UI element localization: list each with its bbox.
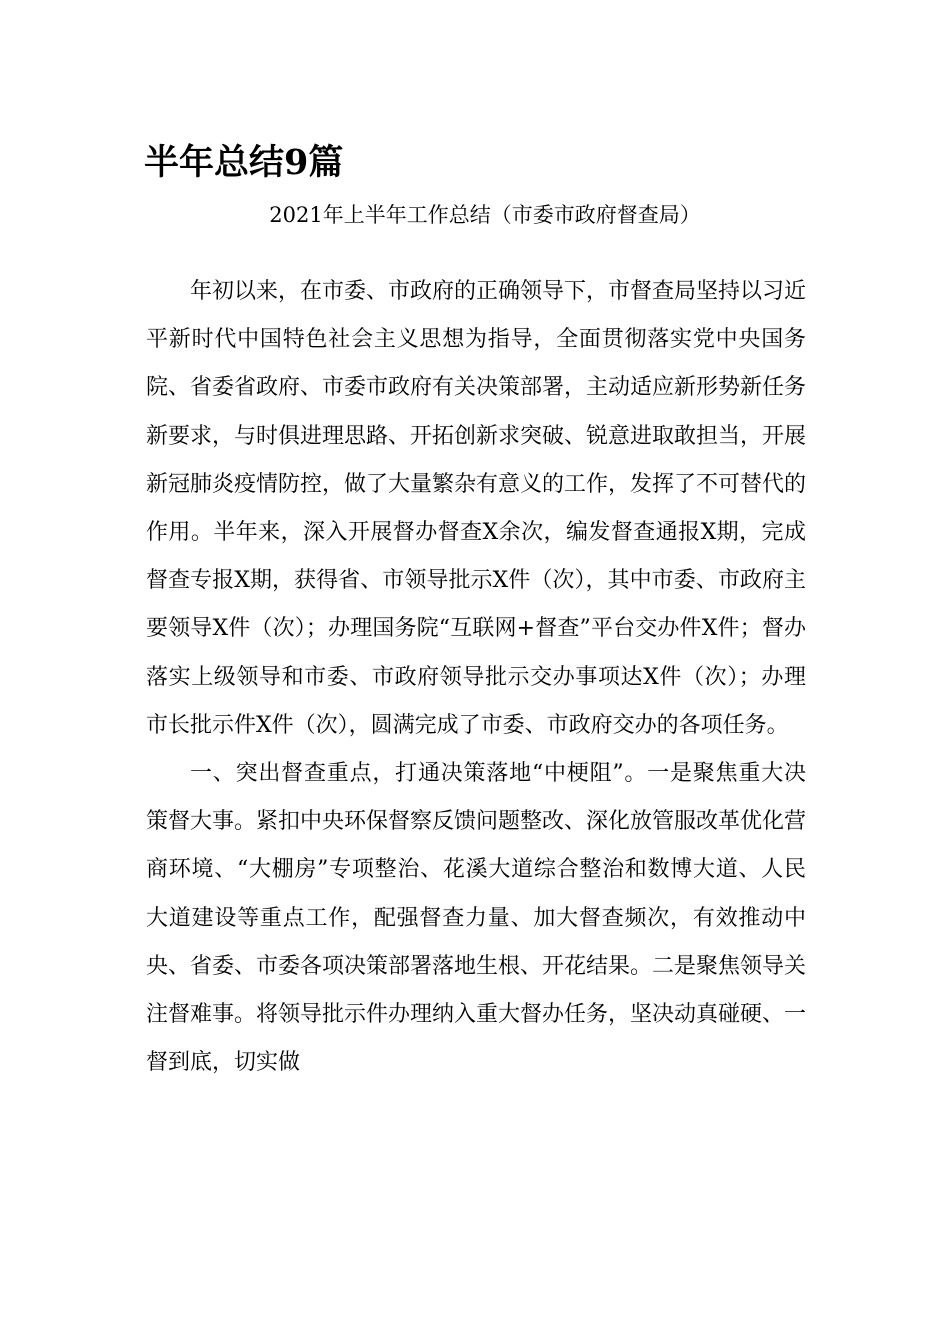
paragraph-section-one: 一、突出督查重点，打通决策落地“中梗阻”。一是聚焦重大决策督大事。紧扣中央环保督察反馈问题整改、深化放管服改革优化营商环境、“大棚房”专项整治、花溪大道综合整治和数博大道、人民大道建设等重点工作，配强督查力量、加大督查频次，有效推动中央、省委、市委各项决策部署落地生根、开花结果。二是聚焦领导关注督难事。将领导批示件办理纳入重大督办任务，坚决动真碰硬、一督到底，切实做 [146, 761, 807, 1076]
document-subtitle: 2021年上半年工作总结（市委市政府督查局） [269, 203, 701, 227]
document-title: 半年总结9篇 [144, 142, 344, 183]
paragraph-intro: 年初以来，在市委、市政府的正确领导下，市督查局坚持以习近平新时代中国特色社会主义思想为指导，全面贯彻落实党中央国务院、省委省政府、市委市政府有关决策部署，主动适应新形势新任务新要求，与时俱进理思路、开拓创新求突破、锐意进取敢担当，开展新冠肺炎疫情防控，做了大量繁杂有意义的工作，发挥了不可替代的作用。半年来，深入开展督办督查X余次，编发督查通报X期，完成督查专报X期，获得省、市领导批示X件（次），其中市委、市政府主要领导X件（次）；办理国务院“互联网+督查”平台交办件X件；督办落实上级领导和市委、市政府领导批示交办事项达X件（次）；办理市长批示件X件（次），圆满完成了市委、市政府交办的各项任务。 [146, 279, 807, 738]
document-body [146, 268, 806, 1087]
